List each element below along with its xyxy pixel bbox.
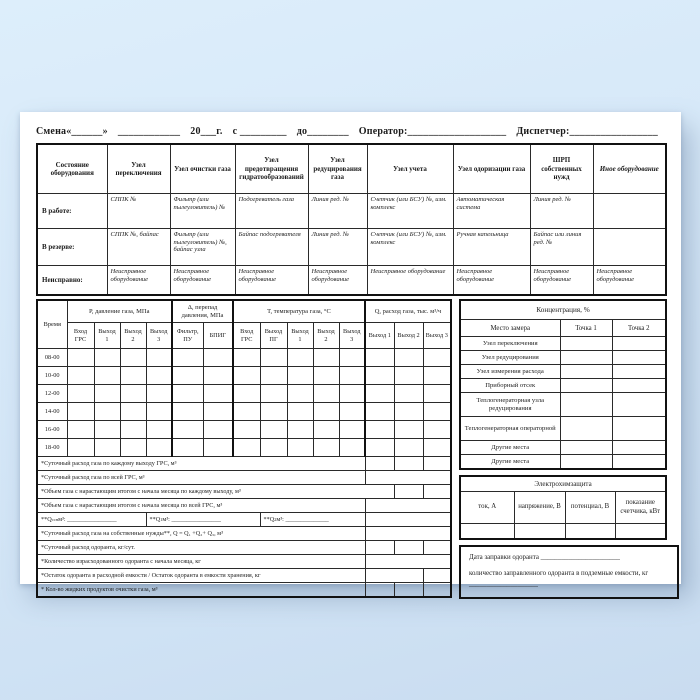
value-cell	[233, 403, 260, 421]
concentration-table	[459, 299, 667, 470]
measure-place: Узел переключения	[460, 337, 560, 351]
value-cell	[423, 485, 451, 499]
value-cell	[233, 349, 260, 367]
value-cell	[313, 421, 339, 439]
equipment-cell	[593, 194, 666, 229]
time-label: 08-00	[37, 349, 67, 367]
row-label: Неисправно:	[37, 266, 107, 296]
q1-blank: **Q1м³: ________________	[146, 513, 260, 527]
row-label: В работе:	[37, 194, 107, 229]
value-cell	[394, 403, 423, 421]
column-header: Узел переключения	[107, 144, 170, 194]
dispatcher-label: Диспетчер:_________________	[516, 126, 658, 137]
value-cell	[394, 349, 423, 367]
summary-row	[37, 583, 451, 598]
summary-label: *Суточный расход одоранта, кг/сут.	[37, 541, 365, 555]
time-row	[37, 439, 451, 457]
equipment-cell: Счетчик (или БСУ) №, изм. комплекс	[367, 229, 453, 266]
value-cell	[365, 421, 394, 439]
summary-label: *Суточный расход газа на собственные нужды**, Q = Q₁ +Q₂+ Q₃, м³	[37, 527, 365, 541]
value-cell	[365, 583, 394, 598]
electro-title: Электрохимзащита	[460, 476, 666, 492]
value-cell	[394, 439, 423, 457]
value-cell	[287, 367, 313, 385]
equipment-cell: Линия ред. №	[308, 194, 367, 229]
table-row	[460, 417, 666, 441]
right-column	[459, 299, 665, 599]
value-cell	[365, 471, 451, 485]
summary-label: *Суточный расход газа по каждому выходу ГРС, м³	[37, 457, 365, 471]
value-cell	[94, 421, 120, 439]
value-cell	[94, 367, 120, 385]
value-cell	[423, 421, 451, 439]
column-header: БПИГ	[203, 323, 233, 349]
measurement-subheader-row	[37, 323, 451, 349]
time-row	[37, 421, 451, 439]
value-cell	[146, 385, 172, 403]
column-header: Место замера	[460, 320, 560, 337]
column-header: Узел предотвращения гидратообразований	[235, 144, 308, 194]
value-cell	[612, 337, 666, 351]
value-cell	[67, 385, 94, 403]
value-cell	[365, 367, 394, 385]
value-cell	[514, 524, 565, 540]
measure-place: Приборный отсек	[460, 379, 560, 393]
value-cell	[172, 403, 203, 421]
column-header: потенциал, В	[565, 492, 615, 524]
value-cell	[233, 439, 260, 457]
value-cell	[94, 349, 120, 367]
value-cell	[612, 351, 666, 365]
value-cell	[423, 569, 451, 583]
time-label: 10-00	[37, 367, 67, 385]
value-cell	[203, 367, 233, 385]
operator-label: Оператор:___________________	[358, 126, 507, 137]
value-cell	[260, 403, 287, 421]
value-cell	[172, 439, 203, 457]
column-header: Выход 1	[287, 323, 313, 349]
value-cell	[560, 455, 612, 470]
summary-label: *Объем газа с нарастающим итогом с начала месяца по каждому выходу, м³	[37, 485, 394, 499]
value-cell	[423, 367, 451, 385]
column-header: Выход 2	[394, 323, 423, 349]
value-cell	[146, 367, 172, 385]
value-cell	[612, 441, 666, 455]
value-cell	[94, 439, 120, 457]
value-cell	[365, 403, 394, 421]
value-cell	[365, 499, 451, 513]
value-cell	[423, 457, 451, 471]
column-header: Выход 2	[120, 323, 146, 349]
concentration-header-row	[460, 320, 666, 337]
value-cell	[365, 555, 451, 569]
value-cell	[423, 541, 451, 555]
value-cell	[287, 349, 313, 367]
odorant-date-blank: _______________________	[540, 554, 620, 561]
odorant-qty-label: количество заправленного одоранта в подземные емкости, кг	[469, 570, 649, 578]
value-cell	[287, 439, 313, 457]
value-cell	[365, 541, 394, 555]
value-cell	[203, 403, 233, 421]
column-header: Выход ПГ	[260, 323, 287, 349]
value-cell	[67, 349, 94, 367]
summary-label: *Количество израсходованного одоранта с начала месяца, кг	[37, 555, 365, 569]
time-label: 16-00	[37, 421, 67, 439]
value-cell	[560, 393, 612, 417]
column-header: ток, А	[460, 492, 514, 524]
value-cell	[394, 367, 423, 385]
value-cell	[146, 439, 172, 457]
equipment-cell: Неисправное оборудование	[235, 266, 308, 296]
equipment-cell: Автоматическая система	[453, 194, 530, 229]
column-header: Узел одоризации газа	[453, 144, 530, 194]
value-cell	[233, 367, 260, 385]
value-cell	[120, 439, 146, 457]
value-cell	[339, 367, 365, 385]
value-cell	[233, 385, 260, 403]
column-header: Выход 1	[365, 323, 394, 349]
value-cell	[615, 524, 666, 540]
time-row	[37, 385, 451, 403]
measure-place: Узел измерения расхода	[460, 365, 560, 379]
value-cell	[394, 457, 423, 471]
column-header: Фильтр, ПУ	[172, 323, 203, 349]
value-cell	[287, 385, 313, 403]
electrochemical-protection-table	[459, 475, 667, 540]
value-cell	[460, 524, 514, 540]
column-header: Выход 3	[423, 323, 451, 349]
value-cell	[313, 439, 339, 457]
value-cell	[339, 349, 365, 367]
shift-log-form-sheet	[20, 112, 681, 593]
equipment-cell: Фильтр (или пылеуловитель) №, байпас узла	[170, 229, 235, 266]
date-blank: ____________	[117, 126, 181, 137]
value-cell	[365, 513, 451, 527]
pressure-drop-group-header: Δ, перепад давления, МПа	[172, 300, 233, 323]
value-cell	[203, 349, 233, 367]
measurements-table	[36, 299, 452, 598]
column-header: ШРП собственных нужд	[530, 144, 593, 194]
value-cell	[423, 349, 451, 367]
column-header: Точка 2	[612, 320, 666, 337]
q2-blank: **Q2м³: ______________	[260, 513, 365, 527]
odorant-qty-line	[469, 569, 671, 590]
table-row	[460, 351, 666, 365]
summary-row	[37, 555, 451, 569]
column-header: Выход 3	[339, 323, 365, 349]
measure-place: Узел редуцирования	[460, 351, 560, 365]
value-cell	[365, 385, 394, 403]
value-cell	[560, 417, 612, 441]
value-cell	[313, 367, 339, 385]
value-cell	[560, 337, 612, 351]
table-row	[37, 229, 666, 266]
value-cell	[365, 439, 394, 457]
equipment-cell: Фильтр (или пылеуловитель) №	[170, 194, 235, 229]
table-row	[460, 365, 666, 379]
value-cell	[203, 385, 233, 403]
odorant-date-line	[469, 553, 671, 563]
summary-label: *Объем газа с нарастающим итогом с начала месяца по всей ГРС, м³	[37, 499, 365, 513]
value-cell	[313, 385, 339, 403]
equipment-cell: Подогреватель газа	[235, 194, 308, 229]
measure-place: Теплогенераторная узла редуцирования	[460, 393, 560, 417]
summary-row	[37, 485, 451, 499]
equipment-header-row	[37, 144, 666, 194]
equipment-cell: Байпас подогревателя	[235, 229, 308, 266]
value-cell	[120, 421, 146, 439]
value-cell	[423, 583, 451, 598]
electro-header-row	[460, 492, 666, 524]
odorant-refill-box	[459, 545, 679, 599]
to-label: до________	[296, 126, 349, 137]
time-row	[37, 403, 451, 421]
column-header: Выход 3	[146, 323, 172, 349]
equipment-cell: Неисправное оборудование	[593, 266, 666, 296]
table-row	[460, 393, 666, 417]
value-cell	[313, 403, 339, 421]
value-cell	[172, 385, 203, 403]
measurement-group-header-row	[37, 300, 451, 323]
column-header: Выход 1	[94, 323, 120, 349]
value-cell	[612, 393, 666, 417]
value-cell	[67, 367, 94, 385]
value-cell	[94, 385, 120, 403]
value-cell	[146, 403, 172, 421]
odorant-qty-blank: ____________________	[469, 580, 538, 588]
measure-place: Теплогенераторная операторной	[460, 417, 560, 441]
column-header: Выход 2	[313, 323, 339, 349]
equipment-cell: Неисправное оборудование	[453, 266, 530, 296]
equipment-cell: Неисправное оборудование	[308, 266, 367, 296]
time-label: 18-00	[37, 439, 67, 457]
column-header: Иное оборудование	[593, 144, 666, 194]
value-cell	[365, 569, 423, 583]
value-cell	[67, 403, 94, 421]
value-cell	[565, 524, 615, 540]
concentration-title: Концентрация, %	[460, 300, 666, 320]
equipment-cell: Неисправное оборудование	[367, 266, 453, 296]
table-row	[460, 455, 666, 470]
value-cell	[560, 379, 612, 393]
column-header: напряжение, В	[514, 492, 565, 524]
value-cell	[365, 349, 394, 367]
measure-place: Другие места	[460, 441, 560, 455]
column-header: Узел редуцирования газа	[308, 144, 367, 194]
column-header: Точка 1	[560, 320, 612, 337]
summary-row	[37, 541, 451, 555]
value-cell	[260, 439, 287, 457]
value-cell	[612, 455, 666, 470]
shift-header-line	[36, 126, 665, 137]
equipment-cell: СППК №, байпас	[107, 229, 170, 266]
value-cell	[260, 385, 287, 403]
year-label: 20___г.	[190, 126, 223, 137]
value-cell	[203, 421, 233, 439]
value-cell	[339, 439, 365, 457]
value-cell	[612, 379, 666, 393]
row-label: В резерве:	[37, 229, 107, 266]
value-cell	[67, 421, 94, 439]
electro-title-row	[460, 476, 666, 492]
value-cell	[260, 421, 287, 439]
summary-label: *Суточный расход газа по всей ГРС, м³	[37, 471, 365, 485]
table-row	[37, 266, 666, 296]
own-needs-blanks-row	[37, 513, 451, 527]
value-cell	[423, 403, 451, 421]
summary-label: * Кол-во жидких продуктов очистки газа, м³	[37, 583, 365, 598]
value-cell	[339, 385, 365, 403]
time-column-header: Время	[37, 300, 67, 349]
value-cell	[94, 403, 120, 421]
value-cell	[612, 417, 666, 441]
table-row	[460, 441, 666, 455]
table-row	[460, 524, 666, 540]
value-cell	[260, 349, 287, 367]
equipment-cell: Неисправное оборудование	[107, 266, 170, 296]
equipment-cell: Ручная капельница	[453, 229, 530, 266]
value-cell	[560, 365, 612, 379]
value-cell	[172, 421, 203, 439]
value-cell	[120, 385, 146, 403]
value-cell	[146, 421, 172, 439]
equipment-cell: СППК №	[107, 194, 170, 229]
value-cell	[287, 421, 313, 439]
value-cell	[394, 583, 423, 598]
value-cell	[67, 439, 94, 457]
value-cell	[423, 385, 451, 403]
column-header: показание счетчика, кВт	[615, 492, 666, 524]
equipment-cell: Байпас или линия ред. №	[530, 229, 593, 266]
value-cell	[365, 457, 394, 471]
column-header: Узел очистки газа	[170, 144, 235, 194]
equipment-cell: Счетчик (или БСУ) №, изм. комплекс	[367, 194, 453, 229]
equipment-cell: Неисправное оборудование	[530, 266, 593, 296]
value-cell	[365, 527, 451, 541]
value-cell	[146, 349, 172, 367]
equipment-cell: Неисправное оборудование	[170, 266, 235, 296]
value-cell	[394, 421, 423, 439]
summary-row	[37, 457, 451, 471]
time-row	[37, 367, 451, 385]
value-cell	[394, 385, 423, 403]
value-cell	[394, 485, 423, 499]
time-row	[37, 349, 451, 367]
value-cell	[120, 403, 146, 421]
value-cell	[394, 541, 423, 555]
column-header: Вход ГРС	[67, 323, 94, 349]
equipment-cell	[593, 229, 666, 266]
value-cell	[313, 349, 339, 367]
summary-row	[37, 471, 451, 485]
value-cell	[560, 441, 612, 455]
flow-group-header: Q, расход газа, тыс. м³/ч	[365, 300, 451, 323]
value-cell	[120, 349, 146, 367]
value-cell	[203, 439, 233, 457]
value-cell	[260, 367, 287, 385]
value-cell	[172, 349, 203, 367]
q-own-needs-blank: **Qсснм³: ________________	[37, 513, 146, 527]
shift-label: Смена«______»	[36, 126, 108, 137]
odorant-date-label: Дата заправки одоранта	[469, 554, 539, 561]
column-header: Состояние оборудования	[37, 144, 107, 194]
measure-place: Другие места	[460, 455, 560, 470]
summary-row	[37, 499, 451, 513]
value-cell	[287, 403, 313, 421]
value-cell	[339, 403, 365, 421]
equipment-cell: Линия ред. №	[308, 229, 367, 266]
concentration-title-row	[460, 300, 666, 320]
table-row	[37, 194, 666, 229]
table-row	[460, 337, 666, 351]
value-cell	[560, 351, 612, 365]
column-header: Вход ГРС	[233, 323, 260, 349]
value-cell	[120, 367, 146, 385]
time-label: 14-00	[37, 403, 67, 421]
equipment-state-table	[36, 143, 667, 296]
equipment-cell: Линия ред. №	[530, 194, 593, 229]
summary-row	[37, 527, 451, 541]
value-cell	[339, 421, 365, 439]
value-cell	[612, 365, 666, 379]
summary-row	[37, 569, 451, 583]
value-cell	[423, 439, 451, 457]
from-label: с _________	[232, 126, 287, 137]
table-row	[460, 379, 666, 393]
value-cell	[172, 367, 203, 385]
pressure-group-header: Р, давление газа, МПа	[67, 300, 172, 323]
value-cell	[233, 421, 260, 439]
time-label: 12-00	[37, 385, 67, 403]
summary-label: *Остаток одоранта в расходной емкости / Остаток одоранта в емкости хранения, кг	[37, 569, 365, 583]
form-content	[20, 112, 681, 593]
temperature-group-header: Т, температура газа, °С	[233, 300, 365, 323]
column-header: Узел учета	[367, 144, 453, 194]
